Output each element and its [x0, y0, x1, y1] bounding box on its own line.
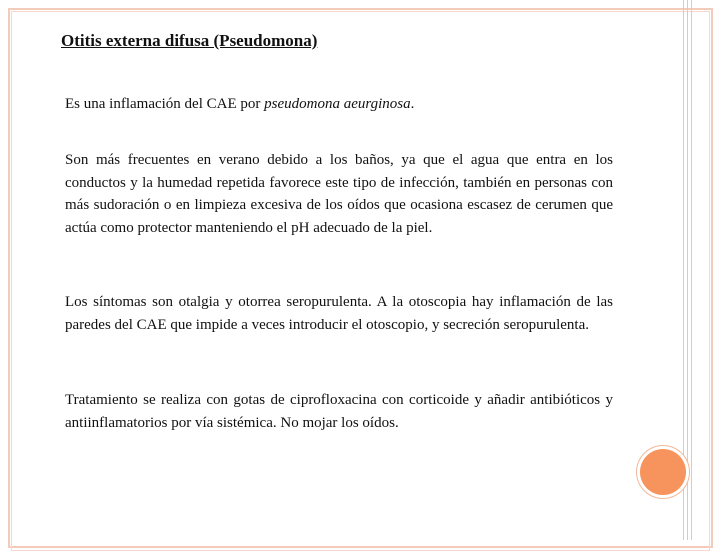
- decorative-rule: [691, 0, 692, 540]
- decorative-circle: [640, 449, 686, 495]
- decorative-rule: [683, 0, 684, 540]
- decorative-rule: [687, 0, 688, 540]
- slide-frame-inner: [11, 11, 710, 551]
- slide-title: Otitis externa difusa (Pseudomona): [61, 31, 318, 50]
- paragraph-definition: [65, 93, 613, 116]
- paragraph-definition-text: Es una inflamación del CAE por: [65, 96, 265, 112]
- paragraph-symptoms: Los síntomas son otalgia y otorrea seropurulenta. A la otoscopia hay inflamación de las paredes del CAE que impide a veces introducir el otoscopio, y secreción seropurulenta.: [65, 294, 613, 333]
- paragraph-treatment: Tratamiento se realiza con gotas de ciprofloxacina con corticoide y añadir antibióticos y antiinflamatorios por vía sistémica. No mojar los oídos.: [65, 392, 613, 431]
- paragraph-causes: Son más frecuentes en verano debido a los baños, ya que el agua que entra en los conductos y la humedad repetida favorece este tipo de infección, también en personas con más sudoración o en limpieza excesiva de los oídos que ocasiona escasez de cerumen que actúa como protector manteniendo el pH adecuado de la piel.: [65, 152, 613, 236]
- paragraph-definition-end: .: [410, 96, 415, 112]
- organism-name: pseudomona aeurginosa: [264, 96, 411, 112]
